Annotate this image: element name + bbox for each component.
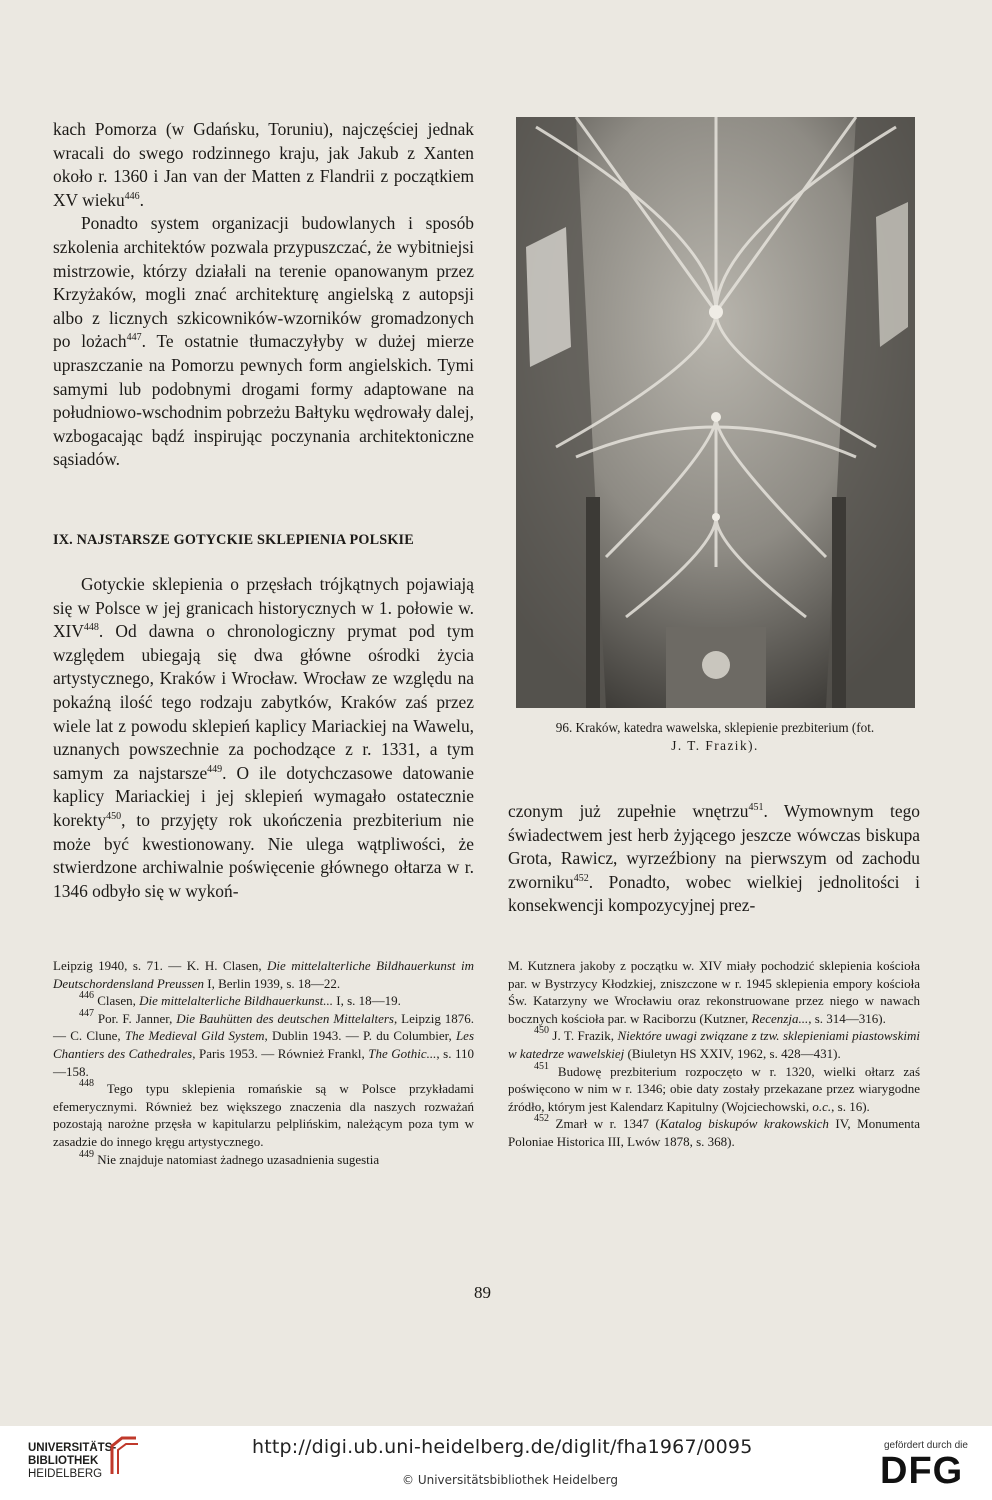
footnotes-right [508,957,920,1151]
library-logo[interactable] [28,1442,116,1481]
footnote-ref[interactable]: 452 [573,872,589,884]
page-number: 89 [474,1283,491,1302]
footnote-ref[interactable]: 447 [126,332,142,344]
library-emblem-icon [106,1434,142,1478]
footnote-449: $^{449}$ Nie znajduje natomiast żadnego uzasadnienia sugestia [79,1148,380,1167]
permalink-url[interactable]: http://digi.ub.uni-heidelberg.de/diglit/fha1967/0095 [252,1436,753,1458]
figure-caption [505,719,925,755]
footnote-ref[interactable]: 449 [207,763,223,775]
vault-photograph [516,117,915,708]
footnote-452: $^{452}$ Zmarł w r. 1347 (Katalog biskupów krakowskich IV, Monumenta Poloniae Historica III, Lwów 1878, s. 368). [508,1113,920,1149]
footer-bar [0,1426,992,1500]
left-column-text-2 [53,573,474,903]
footnote-448: $^{448}$ Tego typu sklepienia romańskie są w Polsce przykładami efemerycznymi. Również bez większego znaczenia dla naszych rozważań pozostają narożne przęsła w kapitularzu pelplińskim, należącym poza tym w zasadzie do innego kręgu artystycznego. [53,1078,474,1149]
footnote-ref[interactable]: 446 [124,190,140,202]
footnotes-left [53,957,474,1168]
paragraph: Ponadto system organizacji budowlanych i sposób szkolenia architektów pozwala przypuszczać, że wybitniejsi mistrzowie, którzy działali na terenie opanowanym przez Krzyżaków, mogli znać architekturę angielską z autopsji albo z licznych szkicowników-wzorników gromadzonych po lożach$^{447}$. Te ostatnie tłumaczyłyby w dużej mierze upraszczanie na Pomorzu pewnych form angielskich. Tymi samymi lub podobnymi drogami formy adaptowane na południowo-wschodnim pobrzeżu Bałtyku wędrowały dalej, wzbogacając bądź inspirując poczynania architektoniczne sąsiadów. [53,213,474,470]
funding-note: gefördert durch die [884,1440,968,1451]
footnote-continuation: Leipzig 1940, s. 71. — K. H. Clasen, Die mittelalterliche Bildhauerkunst im Deutschordensland Preussen I, Berlin 1939, s. 18—22. [53,958,474,991]
footnote-450: $^{450}$ J. T. Frazik, Niektóre uwagi związane z tzw. sklepieniami piastowskimi w katedrze wawelskiej (Biuletyn HS XXIV, 1962, s. 428—431). [508,1025,920,1061]
library-name: UNIVERSITÄTS- BIBLIOTHEK HEIDELBERG [28,1442,117,1480]
footnote-ref[interactable]: 448 [83,622,99,634]
left-column-text [53,118,474,472]
footnote-446: $^{446}$ Clasen, Die mittelalterliche Bildhauerkunst... I, s. 18—19. [79,990,401,1009]
dfg-logo[interactable]: DFG [880,1450,964,1492]
paragraph: kach Pomorza (w Gdańsku, Toruniu), najczęściej jednak wracali do swego rodzinnego kraju, jak Jakub z Xanten około r. 1360 i Jan van der Matten z Flandrii z początkiem XV wieku$^{446}$. [53,119,474,210]
footnote-continuation: M. Kutznera jakoby z początku w. XIV miały pochodzić sklepienia kościoła par. w Bystrzycy Kłodzkiej, zniszczone w r. 1945 sklepienia empory kościoła Św. Katarzyny we Wrocławiu oraz rekonstruowane przez niego w nawach bocznych kościoła par. w Raciborzu (Kutzner, Recenzja..., s. 314—316). [508,958,920,1026]
footnote-447: $^{447}$ Por. F. Janner, Die Bauhütten des deutschen Mittelalters, Leipzig 1876. — C. Clune, The Medieval Gild System, Dublin 1943. — P. du Columbier, Les Chantiers des Cathedrales, Paris 1953. — Również Frankl, The Gothic..., s. 110—158. [53,1007,474,1079]
footnote-451: $^{451}$ Budowę prezbiterium rozpoczęto w r. 1320, wielki ołtarz zaś poświęcono w nim w r. 1346; obie daty zostały przekazane przez wiarygodne źródło, którym jest Kalendarz Kapitulny (Wojciechowski, o.c., s. 16). [508,1060,920,1114]
paragraph: czonym już zupełnie wnętrzu$^{451}$. Wymownym tego świadectwem jest herb żyjącego jeszcze wówczas biskupa Grota, Rawicz, wyrzeźbiony na pierwszym od zachodu zworniku$^{452}$. Ponadto, wobec wielkiej jednolitości i konsekwencji kompozycyjnej prez- [508,801,920,916]
right-column-text [508,800,920,918]
cathedral-vault-image [516,117,915,708]
caption-line: 96. Kraków, katedra wawelska, sklepienie prezbiterium (fot. [555,720,875,735]
caption-line: J. T. Frazik). [671,738,759,753]
section-heading: IX. NAJSTARSZE GOTYCKIE SKLEPIENIA POLSKIE [53,532,414,548]
copyright-notice: © Universitätsbibliothek Heidelberg [402,1473,619,1487]
footnote-ref[interactable]: 451 [748,802,764,813]
paragraph: Gotyckie sklepienia o przęsłach trójkątnych pojawiają się w Polsce w jej granicach historycznych w 1. połowie w. XIV$^{448}$. Od dawna o chronologiczny prymat pod tym względem ubiegają się dwa główne ośrodki życia artystycznego, Kraków i Wrocław. Wrocław ze względu na pokaźną ilość tego rodzaju zabytków, Kraków zaś przez wiele lat z powodu sklepień kaplicy Mariackiej na Wawelu, uznanych powszechnie za pochodzące z r. 1331, a tym samym za najstarsze$^{449}$. O ile dotychczasowe datowanie kaplicy Mariackiej i jej sklepień wymagało ostatecznie korekty$^{450}$, to przyjęty rok ukończenia prezbiterium nie może być kwestionowany. Nie ulega wątpliwości, że stwierdzone archiwalnie poświęcenie głównego ołtarza w r. 1346 odbyło się w wykoń- [53,574,475,901]
footnote-ref[interactable]: 450 [106,810,122,822]
